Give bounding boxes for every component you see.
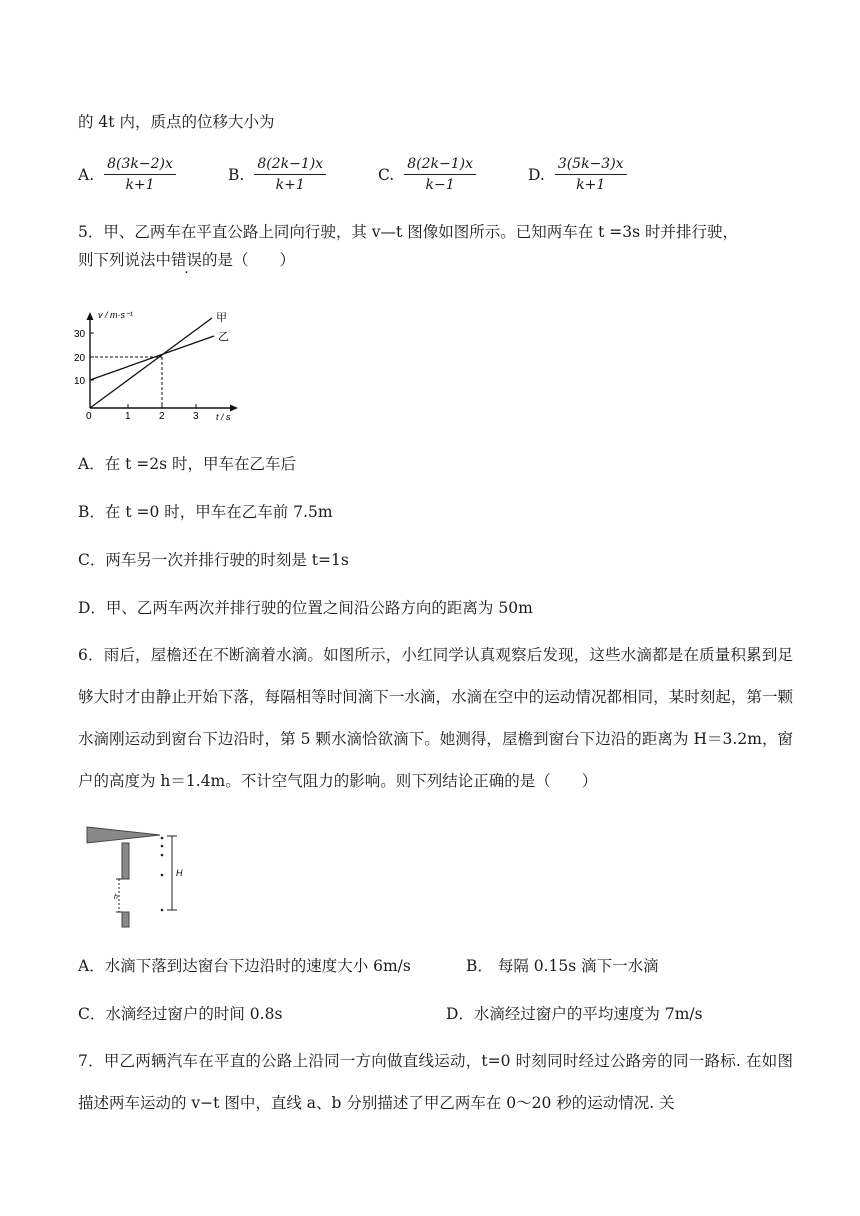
water-droplet	[161, 837, 164, 840]
q6-stem: 6．雨后，屋檐还在不断滴着水滴。如图所示，小红同学认真观察后发现，这些水滴都是在质量积累到足够大时才由静止开始下落，每隔相等时间滴下一水滴，水滴在空中的运动情况都相同，某时刻起，第一颗水滴刚运动到窗台下边沿时，第 5 颗水滴恰欲滴下。她测得，屋檐到窗台下边沿的距离为 H＝3.2m，窗户的高度为 h＝1.4m。不计空气阻力的影响。则下列结论正确的是（ ）	[78, 646, 793, 790]
water-droplet	[161, 845, 164, 848]
fraction-denominator: k−1	[425, 177, 455, 193]
series-jia-label: 甲	[216, 312, 227, 324]
water-droplet	[161, 874, 164, 877]
q7-stem: 7．甲乙两辆汽车在平直的公路上沿同一方向做直线运动，t=0 时刻同时经过公路旁的同一路标. 在如图描述两车运动的 v−t 图中，直线 a、b 分别描述了甲乙两车在 0～20 秒的运动情况. 关	[78, 1052, 793, 1112]
y-tick-label: 20	[74, 353, 86, 364]
option-label: A.	[78, 165, 95, 184]
q5-option-d[interactable]: D．甲、乙两车两次并排行驶的位置之间沿公路方向的距离为 50m	[78, 599, 533, 617]
fraction-numerator: 8(2k−1)x	[254, 156, 326, 175]
option-fraction	[404, 156, 476, 193]
series-yi-line	[90, 336, 214, 380]
option-fraction	[254, 156, 326, 193]
x-tick-label: 1	[125, 411, 131, 420]
y-axis-label: v / m·s⁻¹	[98, 310, 133, 320]
eave-shape	[87, 827, 160, 843]
option-fraction	[555, 156, 627, 193]
y-tick-label: 10	[74, 376, 86, 387]
series-yi-label: 乙	[218, 331, 229, 343]
q4-option-d[interactable]	[528, 156, 627, 193]
q6-option-a[interactable]: A．水滴下落到达窗台下边沿时的速度大小 6m/s	[78, 957, 411, 975]
q5-option-b[interactable]: B．在 t =0 时，甲车在乙车前 7.5m	[78, 503, 333, 521]
option-label: D.	[528, 165, 545, 184]
y-tick-label: 30	[74, 329, 86, 340]
q4-option-a[interactable]	[78, 156, 176, 193]
q6-option-c[interactable]: C．水滴经过窗户的时间 0.8s	[78, 1005, 283, 1023]
q4-option-b[interactable]	[228, 156, 326, 193]
q6-option-d[interactable]: D．水滴经过窗户的平均速度为 7m/s	[446, 1005, 703, 1023]
x-axis-label: t / s	[216, 412, 231, 420]
window-lower-wall	[122, 912, 129, 927]
q5-option-c[interactable]: C．两车另一次并排行驶的时刻是 t=1s	[78, 551, 349, 569]
option-label: C.	[378, 165, 395, 184]
fraction-denominator: k+1	[275, 177, 305, 193]
x-tick-label: 2	[159, 411, 165, 420]
fraction-numerator: 3(5k−3)x	[555, 156, 627, 175]
q5-option-a[interactable]: A．在 t =2s 时，甲车在乙车后	[78, 455, 297, 473]
q5-stem-line1: 5．甲、乙两车在平直公路上同向行驶，其 v—t 图像如图所示。已知两车在 t =3s 时并排行驶，	[78, 223, 739, 241]
fraction-numerator: 8(2k−1)x	[404, 156, 476, 175]
q5-stem-line2	[78, 248, 295, 270]
window-upper-wall	[122, 843, 129, 879]
q5-stem-emphasis: 错误	[171, 251, 203, 269]
water-droplet	[161, 854, 164, 857]
series-jia-line	[90, 318, 212, 408]
x-tick-label: 0	[86, 411, 92, 420]
y-axis-arrow	[87, 312, 94, 320]
fraction-denominator: k+1	[125, 177, 155, 193]
intro-line: 的 4t 内，质点的位移大小为	[78, 113, 275, 131]
fraction-numerator: 8(3k−2)x	[104, 156, 176, 175]
q5-vt-graph	[66, 308, 246, 420]
option-fraction	[104, 156, 176, 193]
fraction-denominator: k+1	[576, 177, 606, 193]
q5-stem-post: 的是（ ）	[202, 251, 296, 269]
dimension-label-h: h	[114, 894, 118, 901]
q6-eave-figure	[82, 824, 192, 930]
option-label: B.	[228, 165, 245, 184]
q5-stem-pre: 则下列说法中	[78, 251, 172, 269]
q4-option-c[interactable]	[378, 156, 476, 193]
dimension-label-H: H	[176, 868, 183, 878]
q6-option-b[interactable]: B． 每隔 0.15s 滴下一水滴	[466, 957, 659, 975]
water-droplet	[161, 909, 164, 912]
x-tick-label: 3	[193, 411, 199, 420]
x-axis-arrow	[230, 405, 238, 412]
